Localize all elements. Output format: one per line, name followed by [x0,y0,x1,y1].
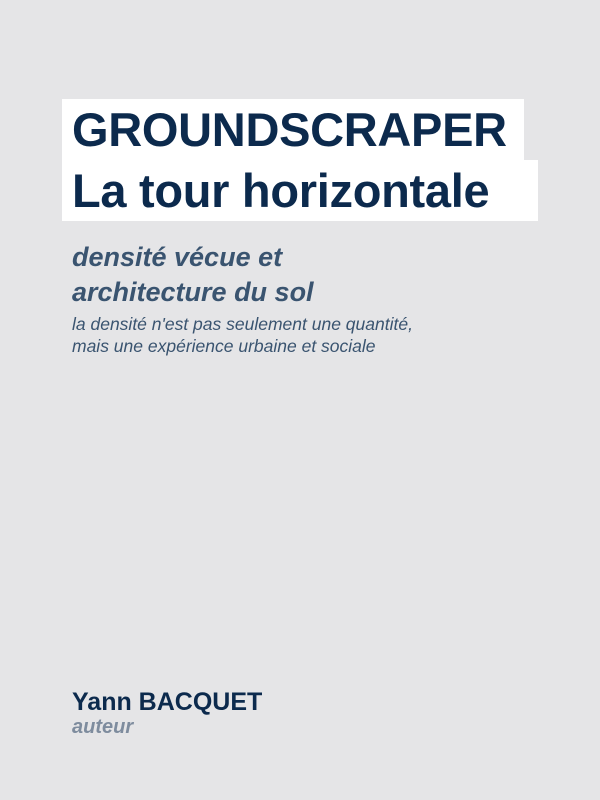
subtitle-line-1: densité vécue et [72,242,283,272]
subtitle-line-2: architecture du sol [72,277,314,307]
book-subtitle [72,240,532,310]
title-line-secondary: La tour horizontale [62,160,538,221]
tagline-line-1: la densité n'est pas seulement une quantité, [72,314,413,334]
title-line-main: GROUNDSCRAPER [62,99,524,160]
tagline-line-2: mais une expérience urbaine et sociale [72,336,376,356]
author-role: auteur [72,716,134,738]
book-tagline [72,313,532,357]
author-name: Yann BACQUET [72,688,263,716]
book-title [62,99,538,221]
